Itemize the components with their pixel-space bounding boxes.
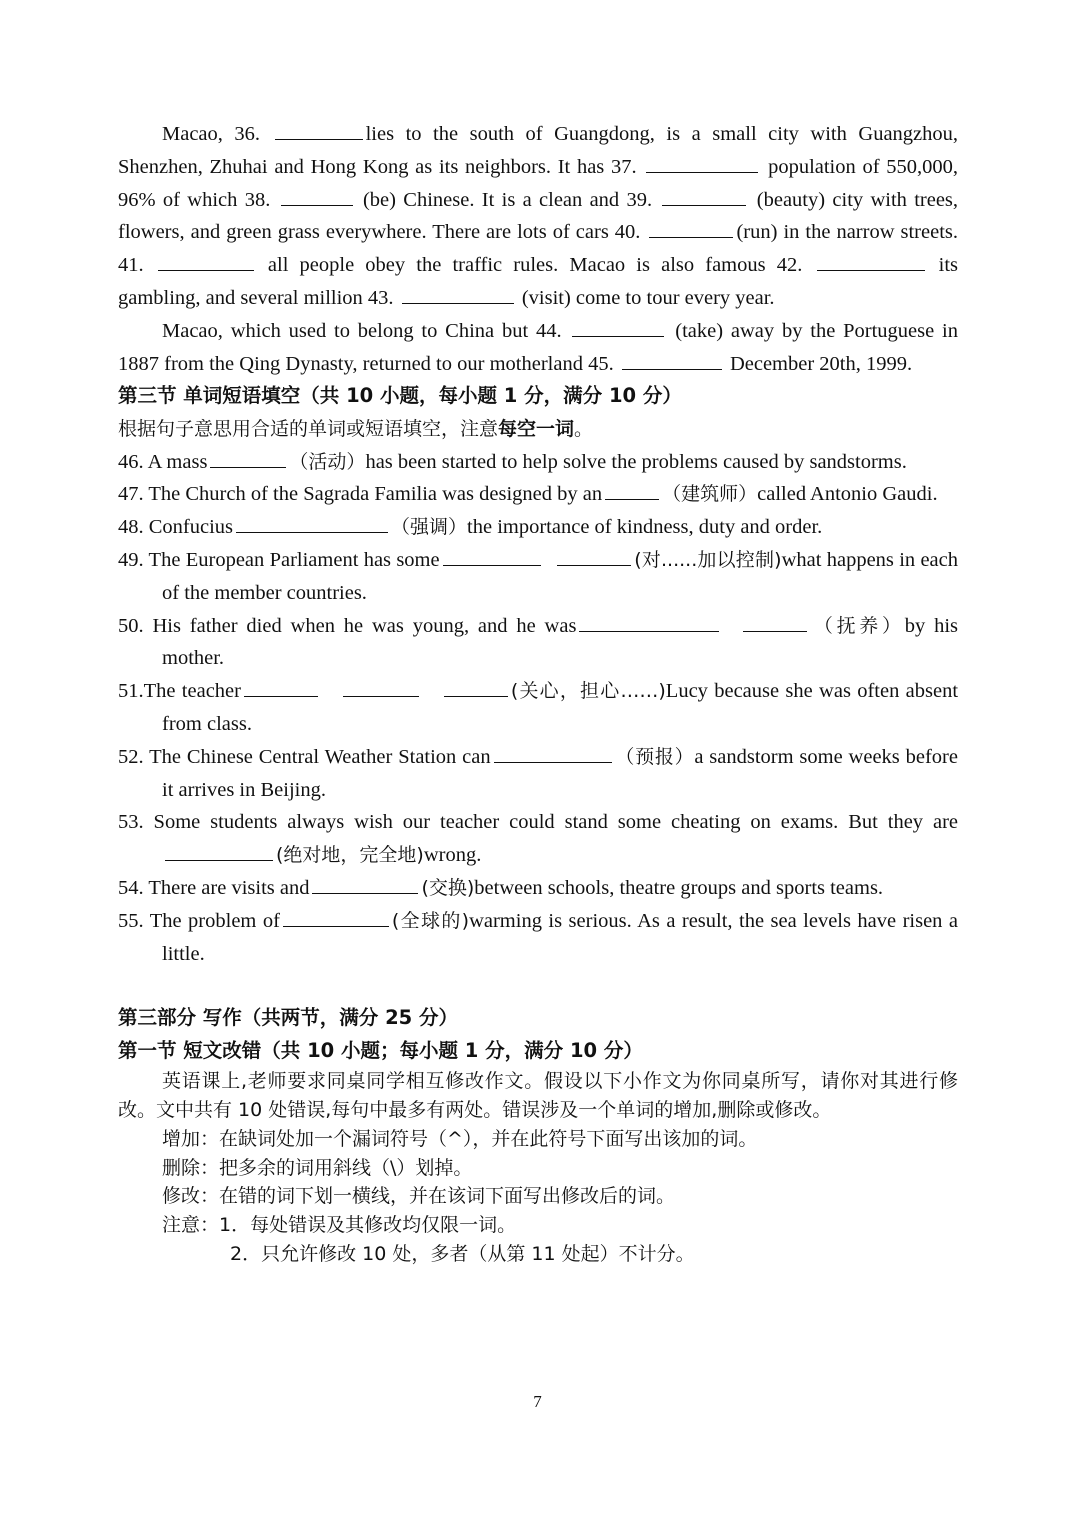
hint: （活动） xyxy=(289,450,366,473)
hint: (对......加以控制) xyxy=(634,548,782,571)
text: 55. The problem of xyxy=(118,909,280,932)
question-53 xyxy=(118,806,958,872)
rule-delete: 删除：把多余的词用斜线（\）划掉。 xyxy=(162,1156,473,1179)
question-55 xyxy=(118,905,958,971)
blank-39[interactable] xyxy=(662,187,746,206)
text: (be) Chinese. It is a clean and 39. xyxy=(362,188,653,211)
hint: （强调） xyxy=(391,516,468,539)
question-46 xyxy=(118,446,958,479)
blank-47[interactable] xyxy=(605,481,659,500)
passage-paragraph-1 xyxy=(118,118,958,315)
hint: （建筑师） xyxy=(662,483,758,506)
text: has been started to help solve the problems caused by sandstorms. xyxy=(365,450,907,473)
question-51 xyxy=(118,675,958,741)
blank-46[interactable] xyxy=(210,449,286,468)
question-49 xyxy=(118,544,958,610)
blank-40[interactable] xyxy=(649,219,733,238)
text: lies to the south of Guangdong, is a small city with Guangzhou, Shenzhen, Zhuhai and Hong Kong as its neighbors. It has 37. xyxy=(118,123,959,178)
exam-page xyxy=(118,118,958,1269)
text: (visit) come to tour every year. xyxy=(521,286,775,309)
text: Macao, 36. xyxy=(162,123,261,145)
text: wrong. xyxy=(423,844,482,867)
spacer xyxy=(118,970,958,1002)
question-48 xyxy=(118,511,958,544)
part-3-section-1-heading: 第一节 短文改错（共 10 小题；每小题 1 分，满分 10 分） xyxy=(118,1038,643,1062)
text: 。 xyxy=(574,417,594,440)
blank-54[interactable] xyxy=(312,875,418,894)
text: 52. The Chinese Central Weather Station can xyxy=(118,745,491,768)
text: a sandstorm some weeks before it arrives in Beijing. xyxy=(162,745,958,801)
part-3-heading: 第三部分 写作（共两节，满分 25 分） xyxy=(118,1006,459,1030)
text: the importance of kindness, duty and order. xyxy=(467,516,823,539)
note-1: 注意：1．每处错误及其修改均仅限一词。 xyxy=(162,1214,517,1237)
blank-51a[interactable] xyxy=(244,678,318,697)
blank-53[interactable] xyxy=(165,842,273,861)
text: 49. The European Parliament has some xyxy=(118,548,440,571)
hint: (交换) xyxy=(421,876,475,899)
text: (take) away by the Portuguese in 1887 from the Qing Dynasty, returned to our motherland 45. xyxy=(118,319,959,375)
blank-50b[interactable] xyxy=(743,613,807,632)
blank-44[interactable] xyxy=(572,318,664,337)
text: 50. His father died when he was young, and he was xyxy=(118,614,577,637)
text: 53. Some students always wish our teacher could stand some cheating on exams. But they are xyxy=(118,811,958,834)
hint: （预报） xyxy=(614,745,695,768)
question-52 xyxy=(118,741,958,807)
text: December 20th, 1999. xyxy=(729,352,913,375)
text: Lucy because she was often absent from class. xyxy=(162,680,959,735)
blank-50a[interactable] xyxy=(579,613,719,632)
rule-modify: 修改：在错的词下划一横线，并在该词下面写出修改后的词。 xyxy=(162,1185,676,1208)
section-3-heading: 第三节 单词短语填空（共 10 小题，每小题 1 分，满分 10 分） xyxy=(118,384,682,408)
text: (run) in the narrow streets. 41. xyxy=(118,221,959,277)
question-54 xyxy=(118,872,958,905)
section-3-instruction xyxy=(118,413,958,446)
blank-42[interactable] xyxy=(817,252,925,271)
blank-36[interactable] xyxy=(275,121,363,140)
question-50 xyxy=(118,610,958,676)
text: all people obey the traffic rules. Macao is also famous 42. xyxy=(267,254,803,277)
error-correction-intro: 英语课上,老师要求同桌同学相互修改作文。假设以下小作文为你同桌所写，请你对其进行修改。文中共有 10 处错误,每句中最多有两处。错误涉及一个单词的增加,删除或修改。 xyxy=(118,1070,958,1121)
text: between schools, theatre groups and sports teams. xyxy=(474,876,884,899)
text: called Antonio Gaudi. xyxy=(757,483,938,506)
blank-45[interactable] xyxy=(622,351,722,370)
text: 根据句子意思用合适的单词或短语填空，注意 xyxy=(118,417,499,440)
hint: (绝对地，完全地) xyxy=(276,844,424,867)
text: (beauty) city with trees, flowers, and green grass everywhere. There are lots of cars 40. xyxy=(118,188,959,244)
text: 47. The Church of the Sagrada Familia was designed by an xyxy=(118,483,603,506)
blank-52[interactable] xyxy=(494,744,612,763)
note-2: 2．只允许修改 10 处，多者（从第 11 处起）不计分。 xyxy=(230,1242,695,1265)
blank-48[interactable] xyxy=(236,514,388,533)
emphasis-text: 每空一词 xyxy=(498,417,575,440)
text: Macao, which used to belong to China but 44. xyxy=(162,319,562,342)
question-47 xyxy=(118,478,958,511)
blank-38[interactable] xyxy=(281,187,353,206)
text: 51.The teacher xyxy=(118,680,241,703)
blank-41[interactable] xyxy=(158,252,254,271)
hint: (关心，担心……) xyxy=(510,680,666,703)
hint: （抚养） xyxy=(810,614,905,637)
text: 54. There are visits and xyxy=(118,876,310,899)
blank-51c[interactable] xyxy=(444,678,508,697)
blank-43[interactable] xyxy=(402,285,514,304)
text: its gambling, and several million 43. xyxy=(118,254,959,309)
blank-55[interactable] xyxy=(283,908,389,927)
text: by his mother. xyxy=(162,614,958,670)
blank-37[interactable] xyxy=(646,154,758,173)
text: 46. A mass xyxy=(118,450,208,473)
text: population of 550,000, 96% of which 38. xyxy=(118,155,959,211)
rule-add: 增加：在缺词处加一个漏词符号（^），并在此符号下面写出该加的词。 xyxy=(162,1127,758,1150)
page-number: 7 xyxy=(533,1392,542,1411)
blank-49b[interactable] xyxy=(557,547,631,566)
passage-paragraph-2 xyxy=(118,315,958,381)
text: 48. Confucius xyxy=(118,516,234,539)
blank-49a[interactable] xyxy=(443,547,541,566)
hint: (全球的) xyxy=(391,909,470,932)
text: what happens in each of the member countries. xyxy=(162,548,958,604)
blank-51b[interactable] xyxy=(343,678,419,697)
text: warming is serious. As a result, the sea levels have risen a little. xyxy=(162,909,958,965)
